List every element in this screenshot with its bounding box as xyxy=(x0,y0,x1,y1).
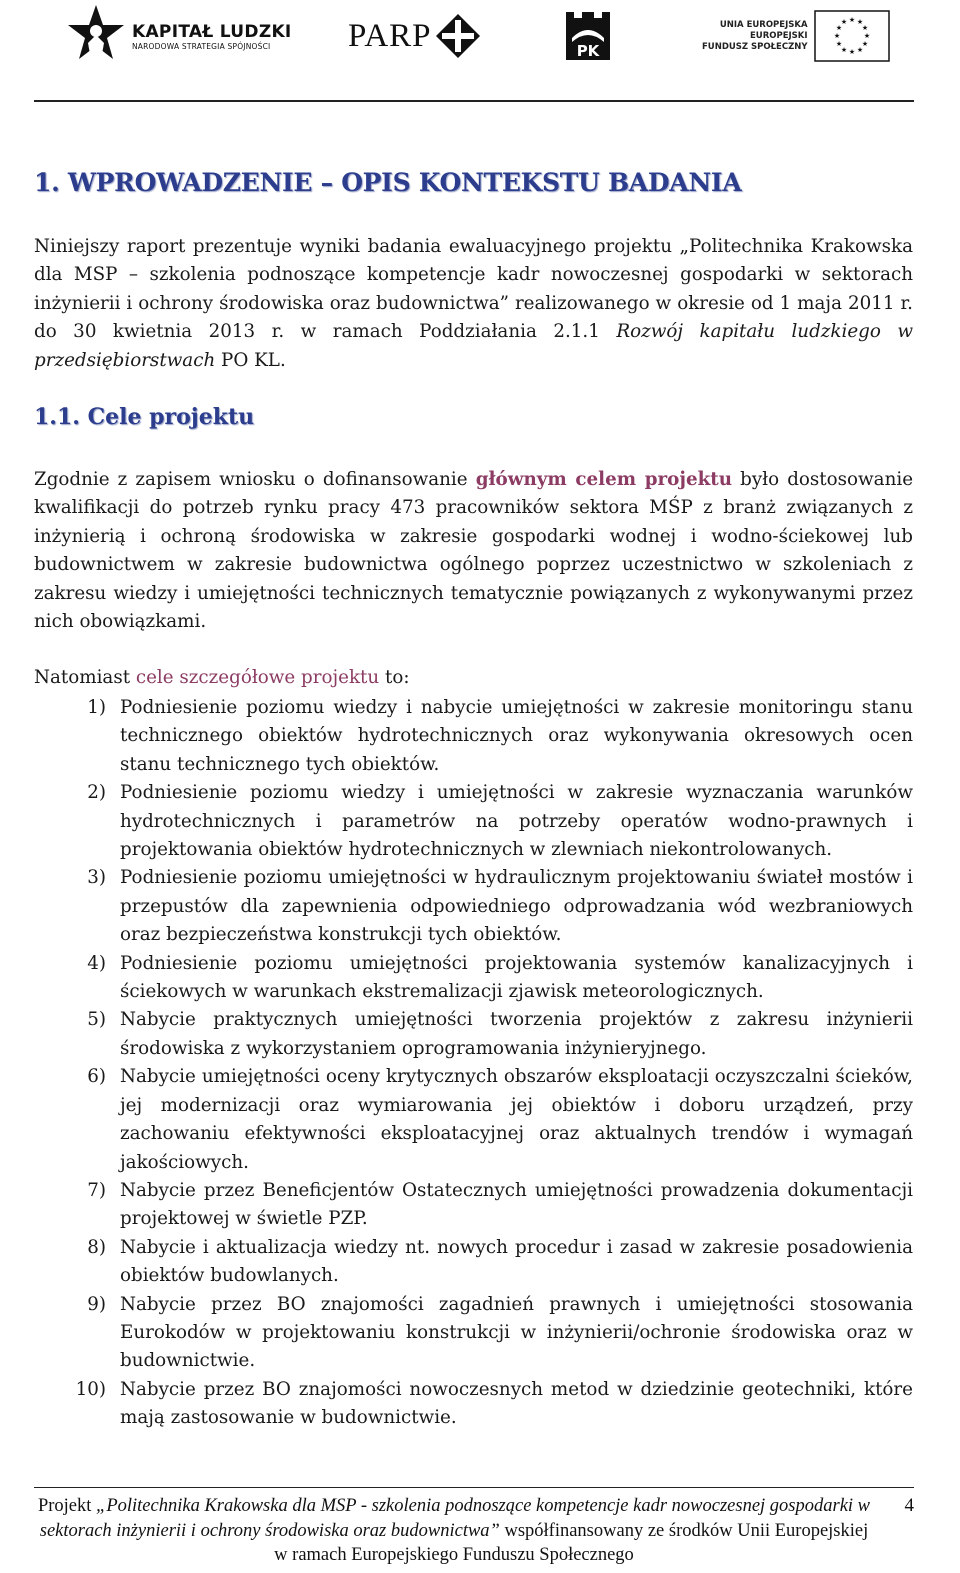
list-item xyxy=(34,1291,913,1376)
list-item xyxy=(34,950,913,1007)
pk-emblem-icon xyxy=(562,8,614,64)
eu-logo xyxy=(702,4,890,68)
list-item xyxy=(34,779,913,864)
parp-cross-icon xyxy=(436,14,480,58)
list-item-number: 3) xyxy=(87,867,106,889)
eu-flag-icon xyxy=(814,10,890,62)
list-item-text: Nabycie przez BO znajomości zagadnień prawnych i umiejętności stosowania Eurokodów w projektowaniu konstrukcji w inżynierii/ochronie środowiska oraz w budownictwie. xyxy=(120,1293,913,1372)
detailed-goals-intro: Natomiast cele szczegółowe projektu to: xyxy=(34,667,410,688)
list-item xyxy=(34,1234,913,1291)
list-item-text: Podniesienie poziomu wiedzy i nabycie umiejętności w zakresie monitoringu stanu technicznego obiektów hydrotechnicznych oraz wykonywania okresowych ocen stanu technicznego tych obiektów. xyxy=(120,697,913,775)
list-item-text: Podniesienie poziomu umiejętności w hydraulicznym projektowaniu świateł mostów i przepustów dla zapewnienia odpowiedniego odprowadzania wód wezbraniowych oraz bezpieczeństwa konstrukcji tych obiektów. xyxy=(120,867,913,946)
detailed-goals-highlight: cele szczegółowe projektu xyxy=(135,667,380,688)
list-item-text: Nabycie praktycznych umiejętności tworzenia projektów z zakresu inżynierii środowiska z wykorzystaniem oprogramowania inżynieryjnego. xyxy=(120,1009,913,1059)
svg-text:★: ★ xyxy=(835,40,842,48)
list-item xyxy=(34,864,913,949)
list-item-text: Nabycie przez Beneficjentów Ostatecznych umiejętności prowadzenia dokumentacji projektowej w świetle PZP. xyxy=(120,1179,913,1230)
goal-paragraph: Zgodnie z zapisem wniosku o dofinansowanie głównym celem projektu było dostosowanie kwalifikacji do potrzeb rynku pracy 473 pracowników sektora MŚP z branż związanych z inżynierią i ochroną środowiska w zakresie gospodarki wodnej i wodno-ściekowej lub budownictwem w zakresie budownictwa ogólnego poprzez uczestnictwo w szkoleniach z zakresu wiedzy i umiejętności technicznych tematycznie powiązanych z wykonywanymi przez nich obowiązkami. xyxy=(34,469,914,633)
svg-text:★: ★ xyxy=(833,32,840,40)
list-item-number: 2) xyxy=(87,782,106,804)
list-item-number: 9) xyxy=(87,1293,106,1315)
logo-kl-subtitle: NARODOWA STRATEGIA SPÓJNOŚCI xyxy=(132,41,271,51)
svg-text:★: ★ xyxy=(863,32,870,40)
kapital-ludzki-emblem-icon xyxy=(66,3,126,69)
page-header xyxy=(34,0,914,102)
svg-text:★: ★ xyxy=(861,40,868,48)
list-item-text: Podniesienie poziomu wiedzy i umiejętności w zakresie wyznaczania warunków hydrotechnicznych i parametrów na potrzeby operatów wodno-prawnych i projektowania obiektów hydrotechnicznych w zlewniach niekontrolowanych. xyxy=(120,782,913,861)
politechnika-krakowska-logo xyxy=(562,4,614,68)
list-item xyxy=(34,694,913,779)
logo-ue-line2: EUROPEJSKI xyxy=(749,30,808,41)
list-item-number: 7) xyxy=(87,1179,106,1201)
list-item-number: 10) xyxy=(75,1378,106,1400)
logo-ue-line3: FUNDUSZ SPOŁECZNY xyxy=(702,41,808,52)
list-item-number: 4) xyxy=(87,952,106,974)
svg-text:★: ★ xyxy=(848,48,855,56)
logo-kl-title: KAPITAŁ LUDZKI xyxy=(132,21,292,42)
svg-text:★: ★ xyxy=(856,18,863,26)
subsection-title: 1.1. Cele projektu xyxy=(34,404,255,430)
list-item-number: 1) xyxy=(87,697,106,718)
list-item xyxy=(34,1376,913,1433)
intro-paragraph: Niniejszy raport prezentuje wyniki badania ewaluacyjnego projektu „Politechnika Krakowska dla MSP – szkolenia podnoszące kompetencje kadr nowoczesnej gospodarki w sektorach inżynierii i ochrony środowiska oraz budownictwa” realizowanego w okresie od 1 maja 2011 r. do 30 kwietnia 2013 r. w ramach Poddziałania 2.1.1 Rozwój kapitału ludzkiego w przedsiębiorstwach PO KL. xyxy=(34,236,913,371)
svg-text:PK: PK xyxy=(576,42,600,60)
parp-text: PARP xyxy=(348,17,432,54)
list-item-number: 6) xyxy=(87,1066,106,1088)
svg-text:★: ★ xyxy=(840,18,847,26)
list-item xyxy=(34,1006,913,1063)
page-footer xyxy=(34,1487,914,1568)
footer-text: Projekt „Politechnika Krakowska dla MSP - szkolenia podnoszące kompetencje kadr nowoczesnej gospodarki w sektorach inżynierii i ochrony środowiska oraz budownictwa” współfinansowany ze środków Unii Europejskiej w ramach Europejskiego Funduszu Społecznego xyxy=(37,1496,871,1565)
detailed-goals-list xyxy=(34,694,913,1433)
list-item-number: 8) xyxy=(87,1236,106,1258)
list-item-text: Podniesienie poziomu umiejętności projektowania systemów kanalizacyjnych i ściekowych w warunkach ekstremalizacji zjawisk meteorologicznych. xyxy=(120,952,913,1003)
list-item xyxy=(34,1177,913,1234)
main-goal-highlight: głównym celem projektu xyxy=(475,469,732,490)
svg-text:★: ★ xyxy=(861,24,868,32)
svg-text:★: ★ xyxy=(856,46,863,54)
list-item-number: 5) xyxy=(87,1009,106,1031)
svg-text:★: ★ xyxy=(835,24,842,32)
section-title: 1. WPROWADZENIE – OPIS KONTEKSTU BADANIA xyxy=(34,168,742,197)
list-item-text: Nabycie i aktualizacja wiedzy nt. nowych procedur i zasad w zakresie posadowienia obiektów budowlanych. xyxy=(120,1236,913,1287)
logo-ue-line1: UNIA EUROPEJSKA xyxy=(719,19,808,30)
list-item xyxy=(34,1063,913,1177)
list-item-text: Nabycie przez BO znajomości nowoczesnych metod w dziedzinie geotechniki, które mają zastosowanie w budownictwie. xyxy=(120,1378,913,1429)
svg-text:★: ★ xyxy=(840,46,847,54)
parp-logo xyxy=(348,4,480,68)
kapital-ludzki-logo xyxy=(66,4,292,68)
list-item-text: Nabycie umiejętności oceny krytycznych obszarów eksploatacji oczyszczalni ścieków, jej modernizacji oraz wymiarowania jej obiektów i doboru urządzeń, przy zachowaniu efektywności eksploatacyjnej oraz aktualnych trendów i wymagań jakościowych. xyxy=(120,1066,913,1173)
svg-text:★: ★ xyxy=(848,16,855,24)
page-number: 4 xyxy=(904,1495,914,1516)
